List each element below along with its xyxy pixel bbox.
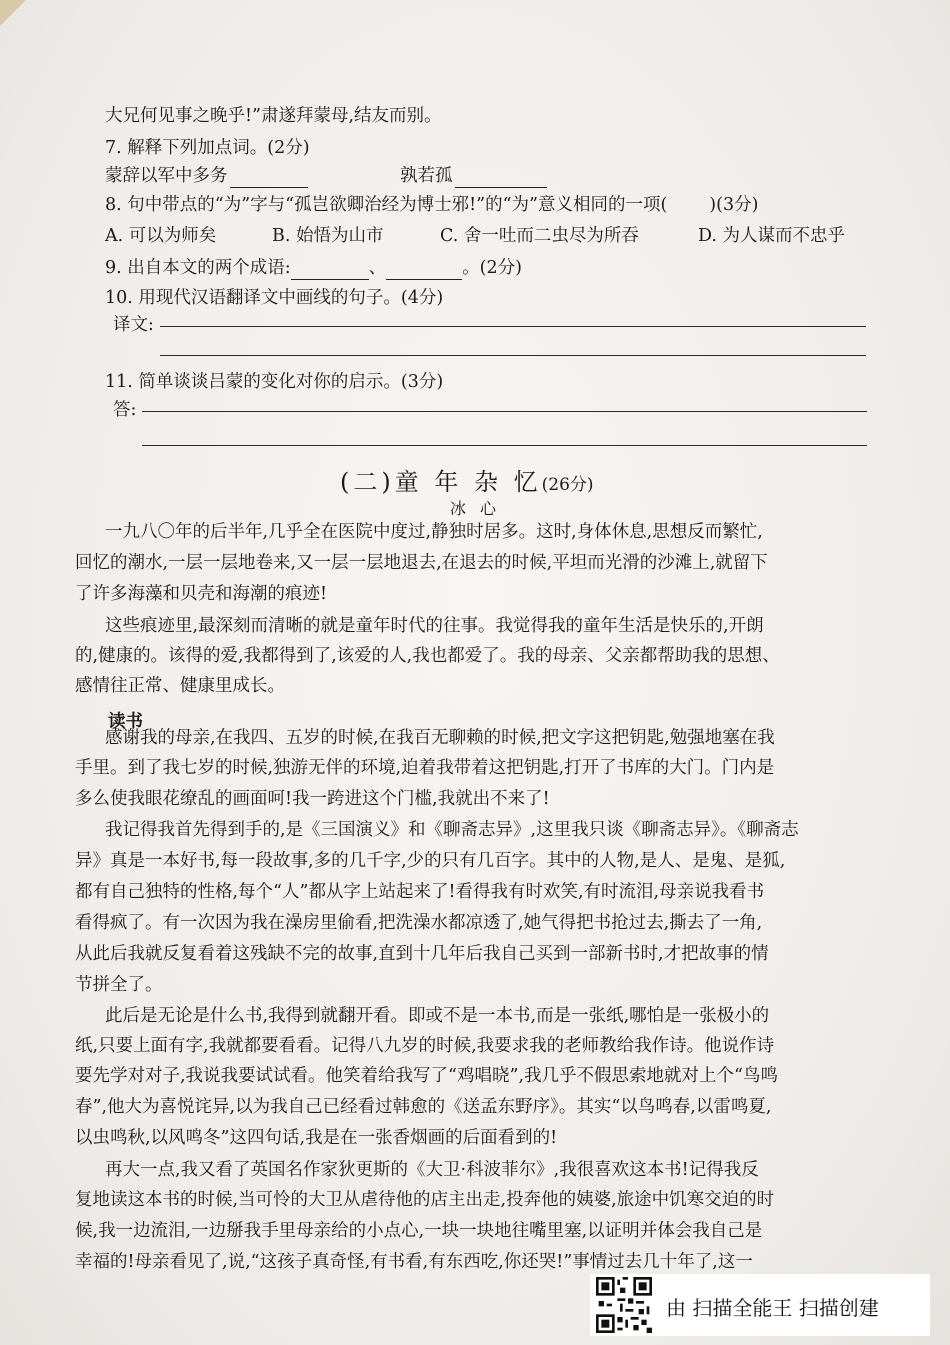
article-line: 节拼全了。 [75, 975, 163, 995]
question-7: 7. 解释下列加点词。(2分) [105, 138, 310, 158]
article-line: 复地读这本书的时候,当可怜的大卫从虐待他的店主出走,投奔他的姨婆,旅途中饥寒交迫的时 [75, 1190, 775, 1210]
article-line: 这些痕迹里,最深刻而清晰的就是童年时代的往事。我觉得我的童年生活是快乐的,开朗 [105, 616, 764, 636]
article-line: 手里。到了我七岁的时候,独游无伴的环境,迫着我带着这把钥匙,打开了书库的大门。门内是 [75, 758, 775, 778]
article-line: 以虫鸣秋,以风鸣冬”这四句话,我是在一张香烟画的后面看到的! [75, 1128, 558, 1148]
question-8-option-c: C. 舍一吐而二虫尽为所吞 [440, 226, 639, 246]
article-line: 的,健康的。该得的爱,我都得到了,该爱的人,我也都爱了。我的母亲、父亲都帮助我的思想、 [75, 646, 780, 666]
question-11: 11. 简单谈谈吕蒙的变化对你的启示。(3分) [105, 372, 444, 392]
article-line: 幸福的!母亲看见了,说,“这孩子真奇怪,有书看,有东西吃,你还哭!”事情过去几十年了,这一 [75, 1252, 753, 1272]
article-line: 都有自己独特的性格,每个“人”都从字上站起来了!看得我有时欢笑,有时流泪,母亲说我看书 [75, 882, 765, 902]
article-line: 候,我一边流泪,一边掰我手里母亲给的小点心,一块一块地往嘴里塞,以证明并体会我自己是 [75, 1221, 763, 1241]
qr-code-icon [596, 1277, 652, 1333]
article-line: 感谢我的母亲,在我四、五岁的时候,在我百无聊赖的时候,把文字这把钥匙,勉强地塞在我 [105, 728, 775, 748]
answer-blank[interactable] [230, 169, 308, 188]
section-heading: 读书 [108, 712, 143, 732]
question-7-item-1: 蒙辞以军中多务 [105, 164, 308, 188]
article-line: 回忆的潮水,一层一层地卷来,又一层一层地退去,在退去的时候,平坦而光滑的沙滩上,就留下 [75, 553, 768, 573]
article-line: 看得疯了。有一次因为我在澡房里偷看,把洗澡水都凉透了,她气得把书抢过去,撕去了一角, [75, 913, 763, 933]
answer-line[interactable] [142, 411, 867, 412]
article-line: 此后是无论是什么书,我得到就翻开看。即或不是一本书,而是一张纸,哪怕是一张极小的 [105, 1006, 770, 1026]
article-line: 我记得我首先得到手的,是《三国演义》和《聊斋志异》,这里我只谈《聊斋志异》。《聊斋志 [105, 820, 799, 840]
article-line: 一九八〇年的后半年,几乎全在医院中度过,静独时居多。这时,身体休息,思想反而繁忙, [105, 522, 763, 542]
article-line: 异》真是一本好书,每一段故事,多的几千字,少的只有几百字。其中的人物,是人、是鬼、是狐, [75, 851, 786, 871]
question-7-item-2: 孰若孤 [400, 164, 547, 188]
article-author: 冰心 [450, 499, 511, 518]
question-8-option-a: A. 可以为师矣 [105, 226, 217, 246]
answer-line[interactable] [160, 326, 866, 327]
question-8: 8. 句中带点的“为”字与“孤岂欲卿治经为博士邪!”的“为”意义相同的一项( )(3分) [105, 195, 759, 215]
article-line: 纸,只要上面有字,我就都要看看。记得八九岁的时候,我要求我的老师教给我作诗。他说作诗 [75, 1036, 775, 1056]
article-line: 再大一点,我又看了英国名作家狄更斯的《大卫·科波菲尔》,我很喜欢这本书!记得我反 [105, 1160, 759, 1180]
passage-end-line: 大兄何见事之晚乎!”肃遂拜蒙母,结友而别。 [105, 106, 442, 126]
question-9: 9. 出自本文的两个成语: 、 。(2分) [105, 258, 522, 278]
article-line: 从此后我就反复看着这残缺不完的故事,直到十几年后我自己买到一部新书时,才把故事的情 [75, 944, 769, 964]
article-title: (二)童 年 杂 忆(26分) [340, 468, 594, 496]
article-line: 感情往正常、健康里成长。 [75, 676, 285, 696]
translation-label: 译文: [113, 315, 154, 335]
answer-line[interactable] [142, 445, 867, 446]
question-8-option-b: B. 始悟为山市 [272, 226, 384, 246]
question-10: 10. 用现代汉语翻译文中画线的句子。(4分) [105, 288, 444, 308]
answer-blank[interactable] [455, 169, 547, 188]
article-line: 要先学对对子,我说我要试试看。他笑着给我写了“鸡唱晓”,我几乎不假思索地就对上个“鸟鸣 [75, 1066, 778, 1086]
article-line: 多么使我眼花缭乱的画面呵!我一跨进这个门槛,我就出不来了! [75, 789, 550, 809]
article-line: 春”,他大为喜悦诧异,以为我自己已经看过韩愈的《送孟东野序》。其实“以鸟鸣春,以雷鸣夏, [75, 1097, 772, 1117]
scanner-watermark [590, 1274, 930, 1336]
folded-corner [0, 0, 26, 26]
answer-line[interactable] [160, 355, 866, 356]
watermark-text: 由 扫描全能王 扫描创建 [666, 1296, 879, 1320]
article-line: 了许多海藻和贝壳和海潮的痕迹! [75, 584, 328, 604]
answer-label: 答: [113, 400, 137, 420]
question-8-option-d: D. 为人谋而不忠乎 [698, 226, 846, 246]
answer-blank[interactable] [386, 261, 462, 280]
answer-blank[interactable] [291, 261, 369, 280]
